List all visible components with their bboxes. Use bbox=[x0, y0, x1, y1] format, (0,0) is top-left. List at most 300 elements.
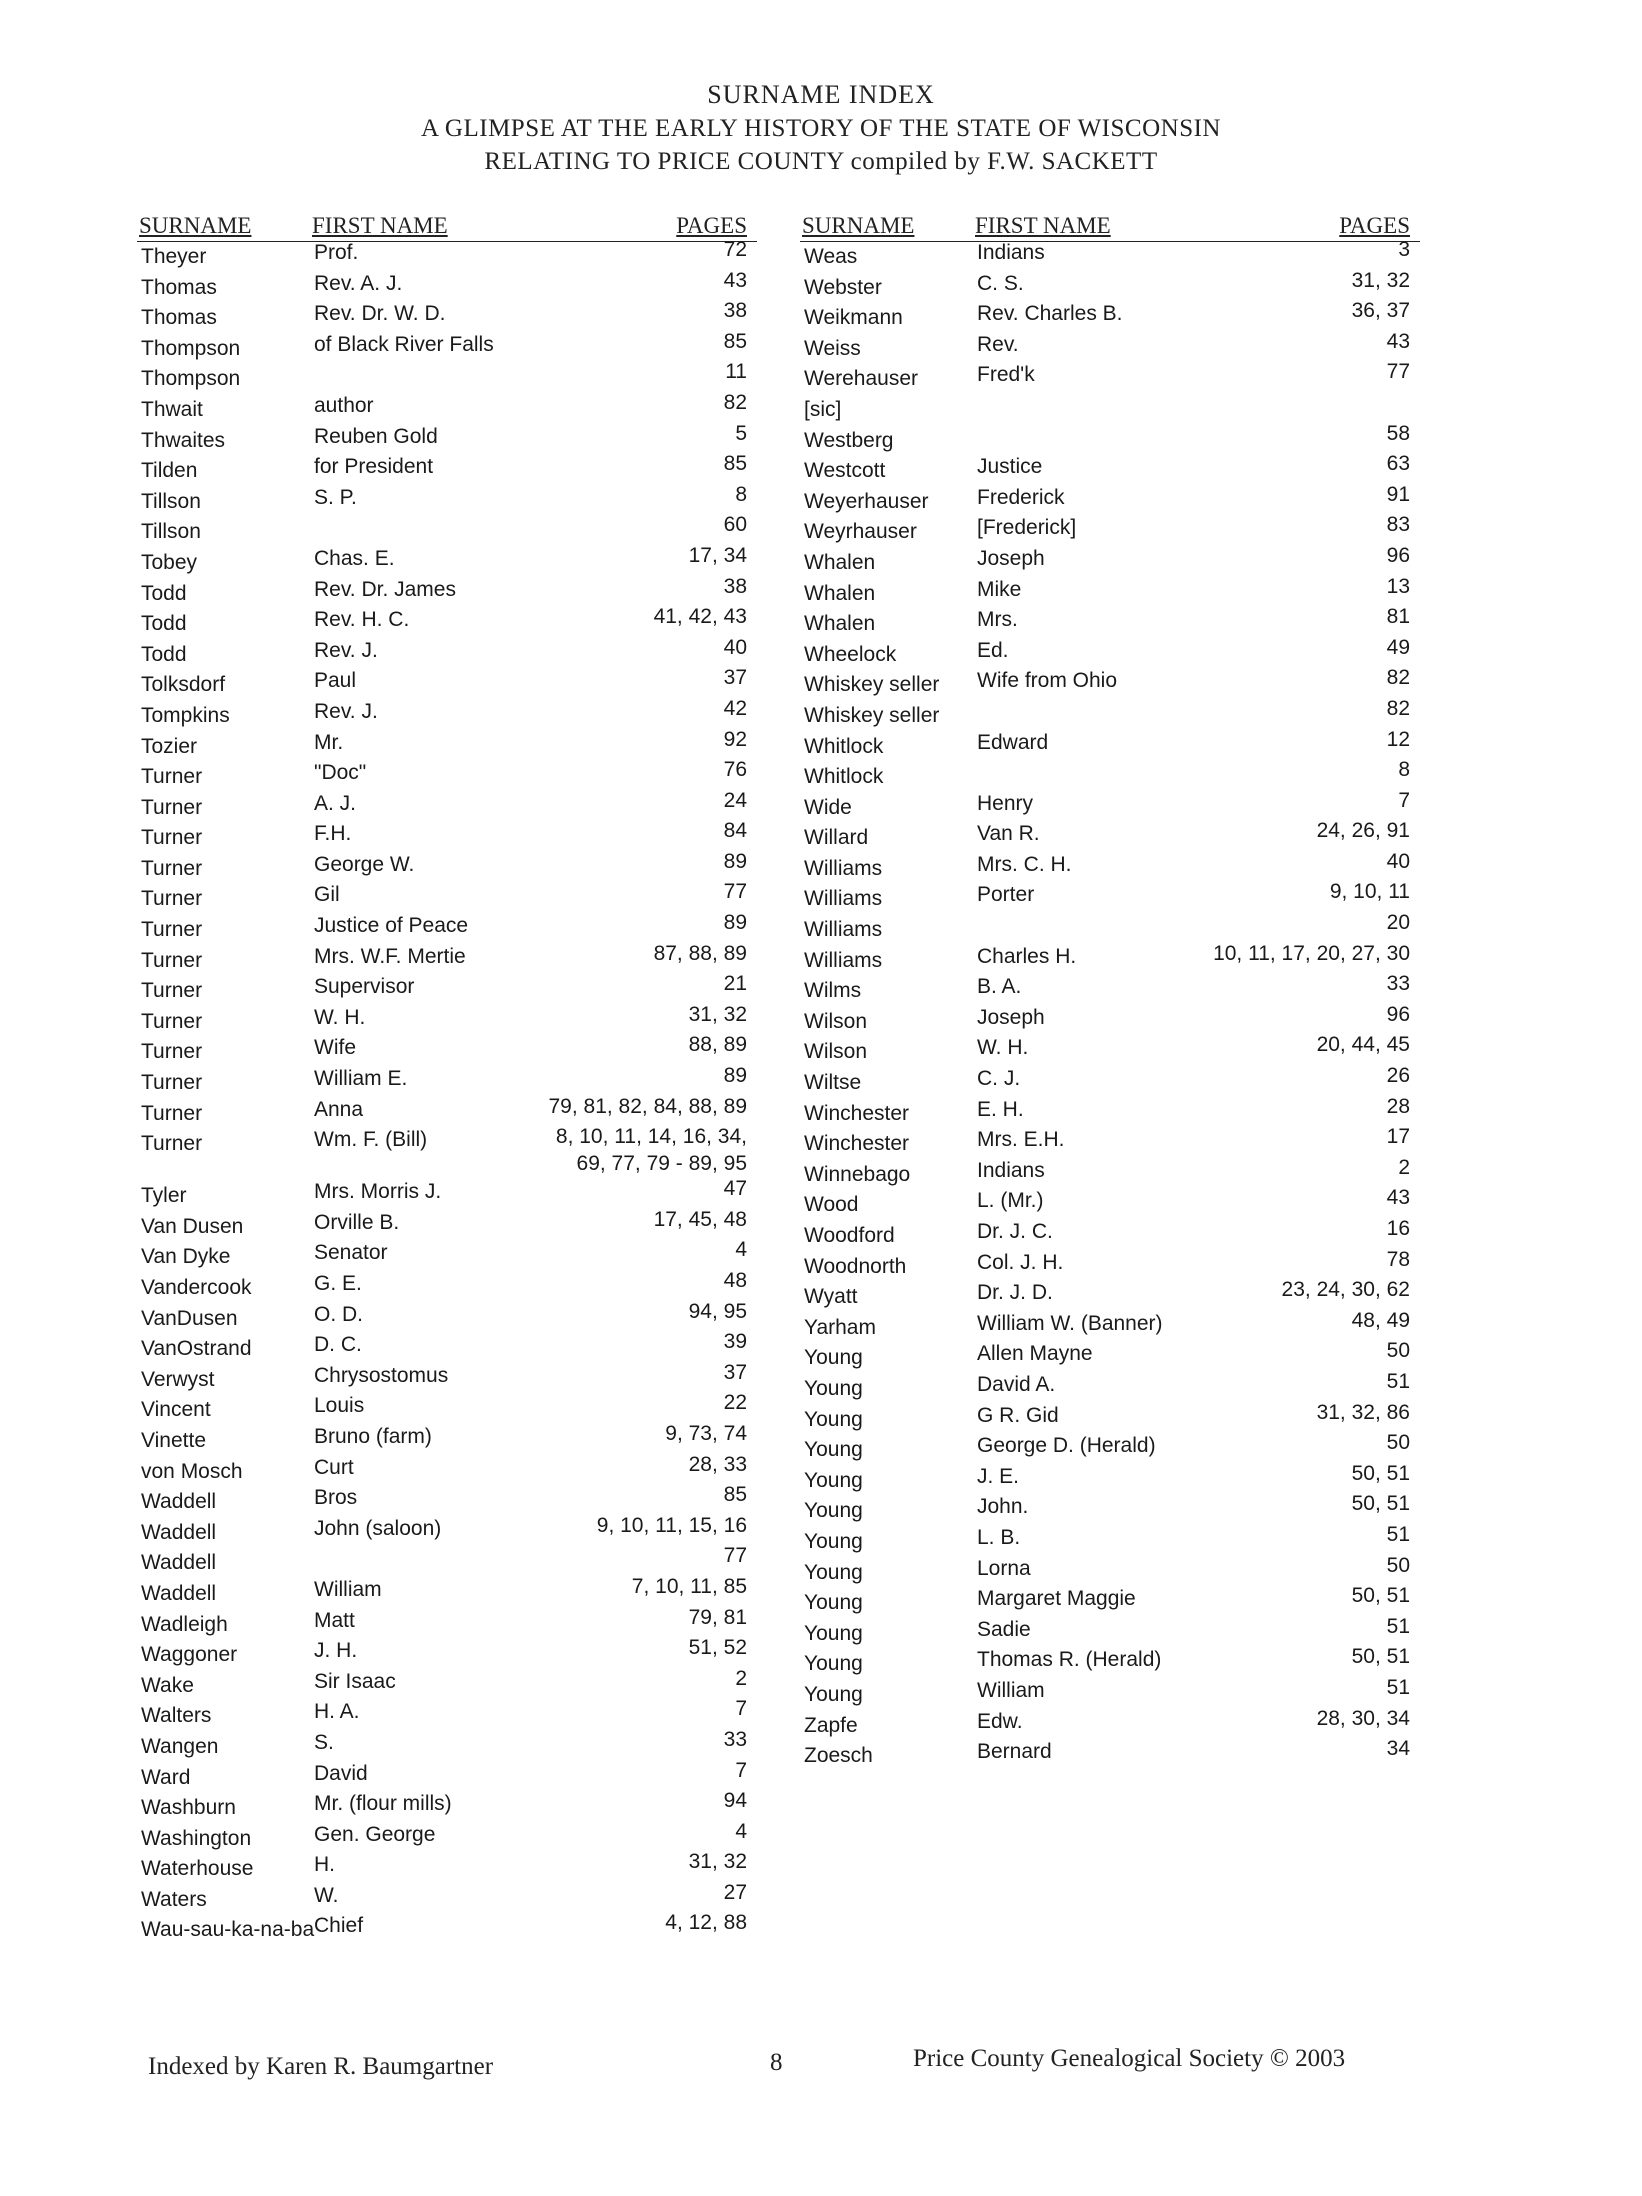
pages-cell: 79, 81, 82, 84, 88, 89 bbox=[548, 1094, 747, 1118]
right-index-column bbox=[800, 205, 1420, 1772]
index-entry-row bbox=[137, 727, 757, 763]
index-entry-row bbox=[137, 758, 757, 793]
pages-cell: 72 bbox=[723, 238, 747, 261]
page-number: 8 bbox=[770, 2049, 783, 2076]
surname-cell: Thomas bbox=[141, 275, 217, 299]
first-name-cell: Van R. bbox=[977, 822, 1040, 846]
index-entry-row bbox=[137, 1360, 757, 1396]
surname-cell: Tozier bbox=[141, 734, 198, 758]
first-name-cell: C. J. bbox=[977, 1067, 1021, 1091]
pages-cell: 39 bbox=[723, 1330, 747, 1354]
index-entry-row bbox=[800, 880, 1420, 915]
pages-cell: 4 bbox=[735, 1238, 747, 1262]
index-entry-row bbox=[137, 360, 757, 395]
index-entry-row bbox=[800, 1308, 1420, 1344]
first-name-cell: C. S. bbox=[977, 271, 1024, 295]
pages-cell: 4 bbox=[735, 1819, 747, 1843]
pages-cell: 24 bbox=[723, 788, 747, 812]
pages-cell: 27 bbox=[723, 1880, 747, 1904]
index-entry-row bbox=[800, 1492, 1420, 1527]
first-name-cell: Henry bbox=[977, 791, 1034, 815]
surname-cell: Weikmann bbox=[804, 306, 903, 330]
first-name-cell: Mrs. E.H. bbox=[977, 1128, 1065, 1152]
pages-cell: 48, 49 bbox=[1351, 1308, 1410, 1332]
surname-cell: Young bbox=[804, 1591, 863, 1615]
index-entry-row bbox=[137, 1002, 757, 1038]
surname-cell: Van Dyke bbox=[141, 1245, 231, 1269]
pages-cell bbox=[556, 1123, 747, 1177]
index-entry-row bbox=[137, 972, 757, 1007]
surname-cell: Wadleigh bbox=[141, 1612, 228, 1636]
index-entry-row bbox=[137, 1911, 757, 1946]
surname-cell: Turner bbox=[141, 887, 203, 911]
first-name-cell: Frederick bbox=[977, 485, 1065, 509]
index-entry-row bbox=[137, 482, 757, 518]
surname-cell: Ward bbox=[141, 1765, 191, 1789]
pages-cell: 51 bbox=[1386, 1522, 1410, 1546]
first-name-cell: O. D. bbox=[314, 1302, 364, 1326]
first-name-cell: Thomas R. (Herald) bbox=[977, 1648, 1162, 1672]
first-name-cell: W. bbox=[314, 1883, 339, 1907]
pages-cell: 79, 81 bbox=[688, 1605, 747, 1629]
surname-cell: Turner bbox=[141, 765, 203, 789]
first-name-cell: Edw. bbox=[977, 1709, 1023, 1733]
pages-line-2: 69, 77, 79 - 89, 95 bbox=[576, 1152, 747, 1176]
first-name-cell: Orville B. bbox=[314, 1210, 400, 1234]
first-name-cell: Dr. J. D. bbox=[977, 1281, 1053, 1305]
surname-cell: Waddell bbox=[141, 1551, 217, 1575]
index-entry-row bbox=[137, 1238, 757, 1273]
surname-cell: Westberg bbox=[804, 428, 894, 452]
left-column-headers bbox=[137, 205, 757, 242]
surname-cell: Tillson bbox=[141, 489, 201, 513]
first-name-cell: Charles H. bbox=[977, 944, 1077, 968]
surname-cell: Todd bbox=[141, 612, 187, 636]
surname-cell: Verwyst bbox=[141, 1367, 215, 1391]
first-name-cell: Prof. bbox=[314, 241, 359, 264]
pages-cell: 77 bbox=[1386, 360, 1410, 384]
index-entry-row bbox=[800, 360, 1420, 395]
index-entry-row bbox=[800, 941, 1420, 977]
page-footer bbox=[0, 2045, 1642, 2085]
surname-cell: Webster bbox=[804, 275, 882, 299]
index-entry-row bbox=[800, 1217, 1420, 1252]
surname-cell: Williams bbox=[804, 887, 883, 911]
index-entry-row bbox=[800, 1155, 1420, 1191]
surname-cell: Williams bbox=[804, 948, 883, 972]
index-entry-row bbox=[800, 513, 1420, 548]
surname-cell: Wangen bbox=[141, 1734, 219, 1758]
surname-cell: Waterhouse bbox=[141, 1857, 254, 1881]
surname-cell: Todd bbox=[141, 642, 187, 666]
pages-cell: 82 bbox=[723, 390, 747, 414]
pages-cell: 77 bbox=[723, 880, 747, 904]
first-name-cell: B. A. bbox=[977, 975, 1022, 999]
index-entry-row bbox=[137, 1819, 757, 1855]
index-entry-row bbox=[137, 666, 757, 701]
index-entry-row bbox=[137, 513, 757, 548]
surname-cell: Wilson bbox=[804, 1040, 868, 1064]
first-name-cell: Gil bbox=[314, 883, 340, 907]
surname-cell: Young bbox=[804, 1376, 863, 1400]
pages-cell: 77 bbox=[723, 1544, 747, 1568]
first-name-cell: Rev. H. C. bbox=[314, 608, 410, 632]
pages-cell: 20, 44, 45 bbox=[1316, 1033, 1410, 1057]
first-name-cell: Anna bbox=[314, 1097, 364, 1121]
index-entry-row bbox=[800, 1645, 1420, 1680]
first-name-cell: S. P. bbox=[314, 485, 357, 509]
surname-cell: Turner bbox=[141, 918, 203, 942]
pages-cell: 40 bbox=[1386, 849, 1410, 873]
first-name-cell: David A. bbox=[977, 1372, 1056, 1396]
index-entry-row bbox=[137, 1727, 757, 1763]
first-name-cell: J. E. bbox=[977, 1464, 1020, 1488]
first-name-cell: D. C. bbox=[314, 1333, 362, 1357]
pages-cell: 10, 11, 17, 20, 27, 30 bbox=[1213, 941, 1410, 965]
first-name-cell: John (saloon) bbox=[314, 1516, 442, 1540]
surname-cell: Waddell bbox=[141, 1520, 217, 1544]
surname-cell: Wilms bbox=[804, 979, 862, 1003]
surname-cell: Washburn bbox=[141, 1796, 236, 1820]
first-name-cell: Rev. Dr. James bbox=[314, 577, 456, 601]
pages-cell: 42 bbox=[723, 696, 747, 720]
index-entry-row bbox=[137, 1391, 757, 1426]
pages-cell: 85 bbox=[723, 452, 747, 476]
index-entry-row bbox=[800, 1064, 1420, 1099]
pages-cell: 50, 51 bbox=[1351, 1461, 1410, 1485]
surname-cell: Woodford bbox=[804, 1224, 895, 1247]
index-entry-row bbox=[800, 1461, 1420, 1497]
pages-cell: 43 bbox=[1386, 329, 1410, 353]
left-index-column bbox=[137, 205, 757, 1946]
surname-cell: Todd bbox=[141, 581, 187, 605]
first-name-header: FIRST NAME bbox=[975, 213, 1111, 238]
pages-cell: 4, 12, 88 bbox=[665, 1911, 747, 1935]
first-name-cell: Matt bbox=[314, 1608, 355, 1632]
surname-cell: Young bbox=[804, 1407, 863, 1431]
first-name-cell: "Doc" bbox=[314, 761, 367, 785]
pages-cell: 36, 37 bbox=[1351, 299, 1410, 323]
first-name-cell: Mike bbox=[977, 577, 1022, 601]
surname-cell: Thwaites bbox=[141, 428, 226, 452]
pages-cell: 88, 89 bbox=[688, 1033, 747, 1057]
index-entry-row bbox=[137, 1574, 757, 1610]
pages-cell: 16 bbox=[1386, 1217, 1410, 1240]
pages-cell: 17, 34 bbox=[688, 543, 747, 567]
page-header bbox=[0, 78, 1642, 178]
surname-cell: Woodnorth bbox=[804, 1254, 907, 1278]
surname-cell: Waters bbox=[141, 1887, 207, 1911]
first-name-cell: George W. bbox=[314, 852, 415, 876]
index-entry-row bbox=[800, 727, 1420, 763]
first-name-cell: Wm. F. (Bill) bbox=[314, 1128, 428, 1152]
surname-cell: Young bbox=[804, 1621, 863, 1645]
index-entry-row bbox=[137, 849, 757, 885]
first-name-cell: Supervisor bbox=[314, 975, 415, 999]
pages-cell: 94, 95 bbox=[688, 1299, 747, 1323]
surname-cell: Williams bbox=[804, 856, 883, 880]
first-name-cell: author bbox=[314, 393, 374, 417]
pages-cell: 47 bbox=[723, 1177, 747, 1201]
first-name-cell: Margaret Maggie bbox=[977, 1587, 1136, 1611]
pages-cell: 51 bbox=[1386, 1614, 1410, 1638]
index-entry-row bbox=[800, 819, 1420, 854]
surname-cell: Vinette bbox=[141, 1428, 206, 1452]
pages-cell: 7 bbox=[735, 1697, 747, 1721]
index-entry-row bbox=[137, 1697, 757, 1732]
index-entry-row bbox=[137, 390, 757, 426]
pages-cell: 12 bbox=[1386, 727, 1410, 751]
first-name-cell: Joseph bbox=[977, 1005, 1045, 1029]
first-name-cell: Wife bbox=[314, 1036, 356, 1060]
surname-cell: Werehauser bbox=[804, 367, 919, 391]
first-name-cell: George D. (Herald) bbox=[977, 1434, 1156, 1458]
first-name-cell: J. H. bbox=[314, 1639, 358, 1663]
index-entry-row bbox=[137, 1636, 757, 1671]
first-name-cell: William bbox=[314, 1577, 382, 1601]
surname-cell: Weas bbox=[804, 245, 858, 268]
surname-cell: Turner bbox=[141, 1071, 203, 1095]
pages-cell: 82 bbox=[1386, 696, 1410, 720]
first-name-cell: Rev. J. bbox=[314, 638, 378, 662]
first-name-cell: Justice of Peace bbox=[314, 914, 469, 938]
pages-cell: 38 bbox=[723, 574, 747, 598]
pages-cell: 89 bbox=[723, 849, 747, 873]
index-entry-row bbox=[137, 421, 757, 457]
first-name-cell: Justice bbox=[977, 455, 1043, 479]
first-name-cell: Col. J. H. bbox=[977, 1250, 1064, 1274]
pages-cell: 92 bbox=[723, 727, 747, 751]
first-name-cell: William bbox=[977, 1678, 1045, 1702]
first-name-cell: Paul bbox=[314, 669, 357, 693]
first-name-cell: Chief bbox=[314, 1914, 364, 1938]
pages-cell: 24, 26, 91 bbox=[1316, 819, 1410, 843]
surname-cell: [sic] bbox=[804, 397, 842, 421]
index-entry-row bbox=[800, 543, 1420, 579]
pages-cell: 58 bbox=[1386, 421, 1410, 445]
index-entry-row bbox=[137, 452, 757, 487]
surname-cell: Young bbox=[804, 1438, 863, 1462]
first-name-cell: Gen. George bbox=[314, 1822, 436, 1846]
first-name-cell: G. E. bbox=[314, 1272, 362, 1295]
pages-cell: 51 bbox=[1386, 1369, 1410, 1393]
first-name-cell: Curt bbox=[314, 1455, 354, 1479]
pages-cell: 85 bbox=[723, 329, 747, 353]
surname-cell: Whitlock bbox=[804, 734, 884, 758]
pages-cell: 78 bbox=[1386, 1247, 1410, 1271]
index-title: SURNAME INDEX bbox=[707, 80, 935, 109]
pages-cell: 49 bbox=[1386, 635, 1410, 659]
surname-header: SURNAME bbox=[139, 213, 252, 238]
pages-cell: 9, 73, 74 bbox=[665, 1421, 747, 1445]
first-name-header: FIRST NAME bbox=[312, 213, 448, 238]
first-name-cell: L. B. bbox=[977, 1525, 1021, 1549]
first-name-cell: W. H. bbox=[977, 1036, 1029, 1060]
surname-cell: Young bbox=[804, 1529, 863, 1553]
surname-cell: Williams bbox=[804, 918, 883, 942]
pages-cell: 50, 51 bbox=[1351, 1645, 1410, 1669]
surname-cell: Tompkins bbox=[141, 703, 230, 727]
pages-cell: 89 bbox=[723, 1064, 747, 1088]
surname-cell: Turner bbox=[141, 826, 203, 850]
index-entry-row bbox=[137, 1207, 757, 1243]
first-name-cell: Rev. Dr. W. D. bbox=[314, 302, 446, 326]
surname-cell: Westcott bbox=[804, 459, 886, 483]
pages-cell: 11 bbox=[725, 360, 747, 384]
first-name-cell: W. H. bbox=[314, 1005, 366, 1029]
index-entry-row bbox=[800, 696, 1420, 732]
society-copyright: Price County Genealogical Society © 2003 bbox=[913, 2045, 1346, 2072]
index-subtitle: A GLIMPSE AT THE EARLY HISTORY OF THE STATE OF WISCONSIN bbox=[421, 115, 1221, 142]
pages-cell: 50 bbox=[1386, 1339, 1410, 1363]
index-entry-row bbox=[137, 1880, 757, 1916]
index-entry-row bbox=[800, 1737, 1420, 1772]
index-entry-row bbox=[800, 574, 1420, 610]
surname-cell: Turner bbox=[141, 795, 203, 819]
first-name-cell: Ed. bbox=[977, 638, 1009, 662]
pages-cell: 94 bbox=[723, 1789, 747, 1813]
pages-cell: 37 bbox=[723, 666, 747, 690]
first-name-cell: Porter bbox=[977, 883, 1035, 907]
surname-cell: Waddell bbox=[141, 1490, 217, 1514]
surname-cell: Van Dusen bbox=[141, 1214, 244, 1238]
first-name-cell: Dr. J. C. bbox=[977, 1220, 1053, 1243]
surname-cell: Zapfe bbox=[804, 1713, 858, 1737]
first-name-cell: Mrs. C. H. bbox=[977, 852, 1072, 876]
index-entry-row bbox=[137, 1125, 757, 1181]
pages-cell: 31, 32 bbox=[1351, 268, 1410, 292]
surname-cell: VanDusen bbox=[141, 1306, 238, 1330]
pages-cell: 26 bbox=[1386, 1064, 1410, 1088]
pages-cell: 81 bbox=[1386, 605, 1410, 629]
pages-cell: 87, 88, 89 bbox=[653, 941, 747, 965]
first-name-cell: Rev. Charles B. bbox=[977, 302, 1123, 326]
indexed-by-credit: Indexed by Karen R. Baumgartner bbox=[148, 2053, 494, 2080]
pages-cell: 21 bbox=[723, 972, 747, 996]
pages-cell: 83 bbox=[1386, 513, 1410, 537]
index-entry-row bbox=[137, 788, 757, 824]
index-entry-row bbox=[137, 696, 757, 732]
surname-cell: Turner bbox=[141, 979, 203, 1003]
first-name-cell: E. H. bbox=[977, 1097, 1024, 1121]
first-name-cell: Mrs. W.F. Mertie bbox=[314, 944, 466, 968]
pages-cell: 9, 10, 11, 15, 16 bbox=[596, 1513, 747, 1537]
pages-cell: 43 bbox=[723, 268, 747, 292]
first-name-cell: Rev. bbox=[977, 332, 1019, 356]
surname-cell: Theyer bbox=[141, 245, 207, 268]
index-entry-row bbox=[137, 1033, 757, 1068]
pages-cell: 84 bbox=[723, 819, 747, 843]
first-name-cell: Edward bbox=[977, 730, 1049, 754]
surname-cell: Whiskey seller bbox=[804, 673, 940, 697]
index-entry-row bbox=[800, 421, 1420, 457]
surname-cell: Wheelock bbox=[804, 642, 897, 666]
pages-cell: 8 bbox=[1398, 758, 1410, 782]
index-entry-row bbox=[800, 1522, 1420, 1558]
index-entry-row bbox=[137, 1269, 757, 1304]
surname-cell: Wake bbox=[141, 1673, 194, 1697]
pages-cell: 20 bbox=[1386, 911, 1410, 935]
first-name-cell: L. (Mr.) bbox=[977, 1189, 1044, 1213]
pages-cell: 82 bbox=[1386, 666, 1410, 690]
first-name-cell: Senator bbox=[314, 1241, 388, 1265]
surname-cell: Thompson bbox=[141, 367, 241, 391]
surname-cell: Winnebago bbox=[804, 1162, 911, 1186]
index-entry-row bbox=[137, 1452, 757, 1488]
first-name-cell: Sadie bbox=[977, 1617, 1031, 1641]
surname-cell: Thwait bbox=[141, 397, 203, 421]
pages-cell: 28, 33 bbox=[688, 1452, 747, 1476]
pages-cell: 50 bbox=[1386, 1553, 1410, 1577]
pages-cell: 38 bbox=[723, 299, 747, 323]
first-name-cell: David bbox=[314, 1761, 368, 1785]
index-entry-row bbox=[137, 635, 757, 671]
first-name-cell: A. J. bbox=[314, 791, 357, 815]
pages-cell: 51, 52 bbox=[688, 1636, 747, 1660]
surname-cell: Washington bbox=[141, 1826, 252, 1850]
pages-cell: 91 bbox=[1386, 482, 1410, 506]
surname-cell: Young bbox=[804, 1560, 863, 1584]
surname-cell: Weyrhauser bbox=[804, 520, 917, 544]
pages-cell: 7 bbox=[735, 1758, 747, 1782]
surname-cell: Tobey bbox=[141, 550, 198, 574]
index-entry-row bbox=[800, 1339, 1420, 1374]
pages-cell: 96 bbox=[1386, 1002, 1410, 1026]
first-name-cell: Fred'k bbox=[977, 363, 1035, 387]
surname-cell: Whalen bbox=[804, 550, 876, 574]
pages-cell: 22 bbox=[723, 1391, 747, 1415]
pages-cell: 2 bbox=[1398, 1155, 1410, 1179]
first-name-cell: Indians bbox=[977, 1158, 1045, 1182]
index-entry-row bbox=[800, 758, 1420, 793]
surname-cell: Walters bbox=[141, 1704, 212, 1728]
pages-cell: 96 bbox=[1386, 543, 1410, 567]
pages-cell: 51 bbox=[1386, 1675, 1410, 1699]
index-subtitle-2: RELATING TO PRICE COUNTY compiled by F.W. SACKETT bbox=[484, 148, 1158, 175]
first-name-cell: Rev. J. bbox=[314, 699, 378, 723]
first-name-cell: Bros bbox=[314, 1486, 358, 1510]
pages-cell: 63 bbox=[1386, 452, 1410, 476]
index-entry-row bbox=[800, 395, 1420, 426]
first-name-cell: Louis bbox=[314, 1394, 365, 1418]
first-name-cell: Mrs. bbox=[977, 608, 1018, 632]
pages-cell: 2 bbox=[735, 1666, 747, 1690]
surname-cell: Tillson bbox=[141, 520, 201, 544]
surname-cell: Vincent bbox=[141, 1398, 211, 1422]
pages-cell: 33 bbox=[723, 1727, 747, 1751]
pages-cell: 28 bbox=[1386, 1094, 1410, 1118]
pages-cell: 48 bbox=[723, 1269, 747, 1292]
surname-cell: Wau-sau-ka-na-ba bbox=[141, 1918, 315, 1942]
index-entry-row bbox=[137, 329, 757, 365]
pages-cell: 33 bbox=[1386, 972, 1410, 996]
first-name-cell: Joseph bbox=[977, 546, 1045, 570]
right-index-rows bbox=[800, 238, 1420, 1772]
first-name-cell: Indians bbox=[977, 241, 1045, 264]
index-entry-row bbox=[800, 1584, 1420, 1619]
pages-cell: 31, 32, 86 bbox=[1316, 1400, 1410, 1424]
surname-cell: Willard bbox=[804, 826, 869, 850]
first-name-cell: William E. bbox=[314, 1067, 408, 1091]
index-entry-row bbox=[800, 329, 1420, 365]
index-entry-row bbox=[137, 819, 757, 854]
index-entry-row bbox=[137, 1513, 757, 1549]
surname-cell: Young bbox=[804, 1652, 863, 1676]
surname-cell: Whiskey seller bbox=[804, 703, 940, 727]
pages-cell: 5 bbox=[735, 421, 747, 445]
pages-cell: 17, 45, 48 bbox=[653, 1207, 747, 1231]
index-entry-row bbox=[137, 1299, 757, 1335]
